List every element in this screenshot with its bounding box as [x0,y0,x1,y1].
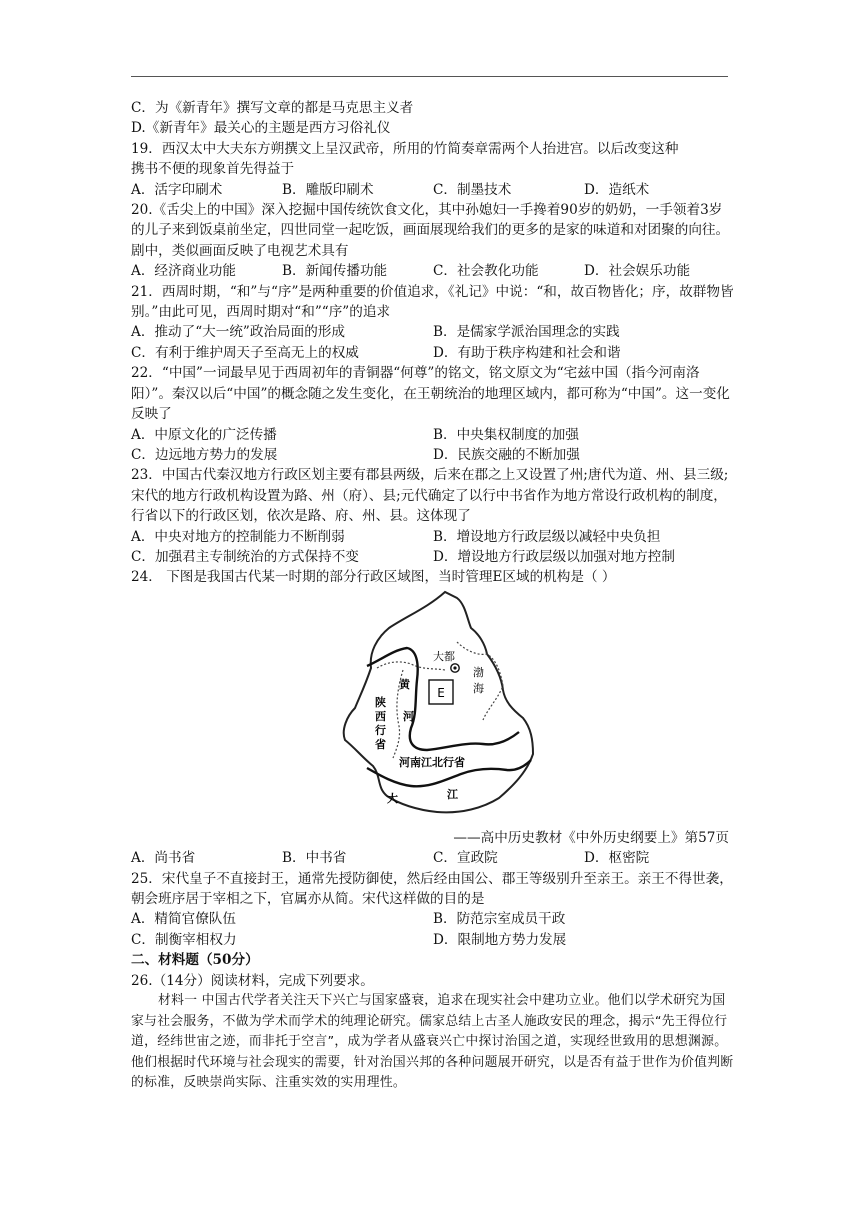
q19-option-a: A．活字印刷术 [131,181,223,198]
q25-option-b: B．防范宗室成员干政 [433,911,566,928]
q20-option-d: D．社会娱乐功能 [584,263,691,280]
header-rule [131,76,728,77]
q25-options-cd [131,930,735,950]
q25-option-a: A．精简官僚队伍 [131,911,236,928]
q25-option-c: C．制衡宰相权力 [131,931,237,948]
q19-option-c: C．制墨技术 [433,181,512,198]
map-caption: ——高中历史教材《中外历史纲要上》第57页 [453,829,729,846]
shaanxi-label-2: 西 [375,709,386,723]
q22-stem: 22．“中国”一词最早见于西周初年的青铜器“何尊”的铭文，铭文原文为“宅兹中国（指今河南洛阳）”。秦汉以后“中国”的概念随之发生变化，在王朝统治的地理区域内，都可称为“中国”。这一变化反映了 [131,365,730,423]
q25-option-d: D．限制地方势力发展 [433,931,567,948]
q20-option-c: C．社会教化功能 [433,263,539,280]
q26-stem: 26.（14分）阅读材料，完成下列要求。 [131,972,374,989]
da-label: 大 [387,791,398,805]
q25-options-ab [131,909,735,929]
henan-jiangbei-label: 河南江北行省 [399,755,465,769]
q22-option-c: C．边远地方势力的发展 [131,446,278,463]
q20-stem: 20.《舌尖上的中国》深入挖掘中国传统饮食文化，其中孙媳妇一手搀着90岁的奶奶，一手领着3岁的儿子来到饭桌前坐定，四世同堂一起吃饭，画面展现给我们的更多的是家的味道和对团聚的向往。剧中，类似画面反映了电视艺术具有 [131,202,730,259]
q19-option-b: B．雕版印刷术 [282,181,374,198]
q19-stem-line2: 携书不便的现象首先得益于 [131,161,295,178]
q24-stem: 24． 下图是我国古代某一时期的部分行政区域图，当时管理E区域的机构是（ ） [131,569,616,586]
q21-options-ab [131,322,735,342]
yuan-administrative-map [131,590,735,824]
q22-options-cd [131,445,735,465]
q19-options [131,180,735,200]
q21-stem: 21．西周时期，“和”与“序”是两种重要的价值追求，《礼记》中说：“和，故百物皆化；序，故群物皆别。”由此可见，西周时期对“和”“序”的追求 [131,283,734,321]
q21-option-b: B．是儒家学派治国理念的实践 [433,324,620,341]
q23-option-b: B．增设地方行政层级以减轻中央负担 [433,528,661,545]
q18-option-d: D.《新青年》最关心的主题是西方习俗礼仪 [131,120,391,137]
q23-options-ab [131,527,735,547]
q24-option-c: C．宣政院 [433,850,498,867]
q21-option-d: D．有助于秩序构建和社会和谐 [433,344,621,361]
q24-option-d: D．枢密院 [584,850,650,867]
q22-option-b: B．中央集权制度的加强 [433,426,579,443]
q21-option-c: C．有利于维护周天子至高无上的权威 [131,344,359,361]
q20-option-b: B．新闻传播功能 [282,263,388,280]
shaanxi-label-1: 陕 [375,695,386,709]
map-figure [337,590,537,824]
q22-option-a: A．中原文化的广泛传播 [131,426,277,443]
map-outer-boundary [344,592,533,812]
shaanxi-label-4: 省 [375,737,386,751]
section-2-heading: 二、材料题（50分） [131,952,259,969]
huang-label: 黄 [399,677,410,691]
q22-options-ab [131,425,735,445]
q23-stem: 23．中国古代秦汉地方行政区划主要有郡县两级，后来在郡之上又设置了州;唐代为道、州、县三级;宋代的地方行政机构设置为路、州（府）、县;元代确定了以行中书省作为地方常设行政机构的制度，行省以下的行政区划，依次是路、府、州、县。这体现了 [131,467,729,525]
q26-material-1: 材料一 中国古代学者关注天下兴亡与国家盛衰，追求在现实社会中建功立业。他们以学术研究为国家与社会服务，不做为学术而学术的纯理论研究。儒家总结上古圣人施政安民的理念，揭示“先王得位行道，经纬世宙之迹，而非托于空言”，成为学者从盛衰兴亡中探讨治国之道，实现经世致用的思想渊源。他们根据时代环境与社会现实的需要，针对治国兴邦的各种问题展开研究，以是否有益于世作为价值判断的标准，反映崇尚实际、注重实效的实用理性。 [131,993,734,1091]
map-province-boundary [377,662,445,670]
q23-option-a: A．中央对地方的控制能力不断削弱 [131,528,345,545]
q19-stem-line1: 19．西汉太中大夫东方朔撰文上呈汉武帝，所用的竹简奏章需两个人抬进宫。以后改变这种 [131,140,679,157]
q24-option-b: B．中书省 [282,850,347,867]
q21-options-cd [131,343,735,363]
q22-option-d: D．民族交融的不断加强 [433,446,580,463]
q23-option-c: C．加强君主专制统治的方式保持不变 [131,548,359,565]
dadu-marker-inner [453,666,456,669]
q24-option-a: A．尚书省 [131,850,196,867]
dadu-label: 大都 [433,649,455,663]
jiang-label: 江 [447,787,458,801]
q24-options [131,848,735,868]
bohai-label-2: 海 [473,681,484,695]
q25-stem: 25．宋代皇子不直接封王，通常先授防御使，然后经由国公、郡王等级别升至亲王。亲王不得世袭，朝会班序居于宰相之下，官属亦从简。宋代这样做的目的是 [131,870,733,907]
q20-options [131,261,735,281]
map-coastline [457,642,503,720]
q19-option-d: D．造纸术 [584,181,650,198]
q18-option-c: C．为《新青年》撰写文章的都是马克思主义者 [131,100,414,116]
shaanxi-label-3: 行 [375,723,386,737]
q20-option-a: A．经济商业功能 [131,263,236,280]
exam-page [131,98,735,1094]
q23-option-d: D．增设地方行政层级以加强对地方控制 [433,548,675,565]
q21-option-a: A．推动了“大一统”政治局面的形成 [131,324,346,341]
region-e-label: E [437,685,445,700]
bohai-label-1: 渤 [473,665,484,679]
he-label: 河 [403,709,414,723]
q23-options-cd [131,547,735,567]
